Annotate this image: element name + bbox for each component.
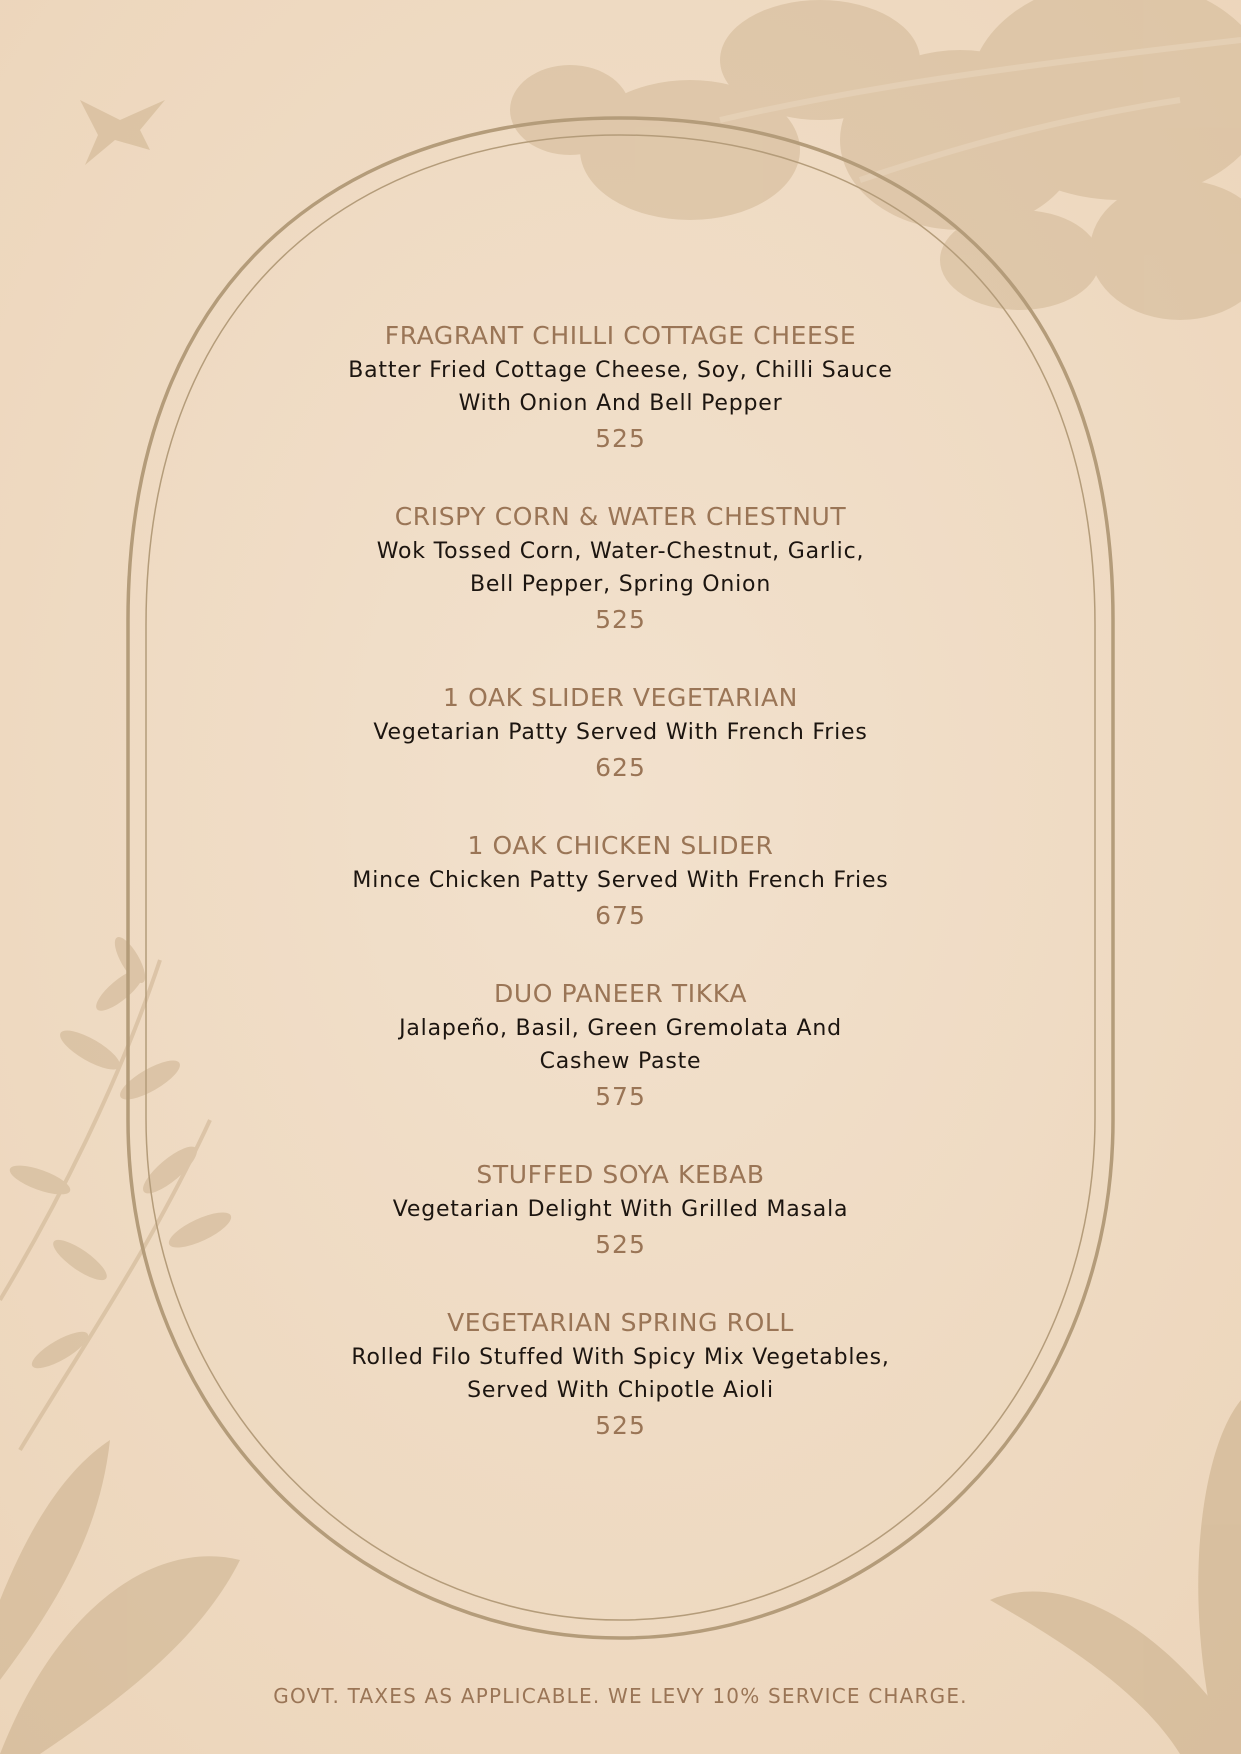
menu-item-name: CRISPY CORN & WATER CHESTNUT [394,502,847,531]
menu-item-name: 1 OAK SLIDER VEGETARIAN [443,683,798,712]
menu-item [0,828,1241,935]
menu-item-description: Vegetarian Patty Served With French Fries [373,720,868,745]
menu-item [0,1157,1241,1264]
menu-item-description: Batter Fried Cottage Cheese, Soy, Chilli Sauce With Onion And Bell Pepper [348,358,893,416]
menu-item-price: 525 [595,1411,646,1440]
menu-item-name: DUO PANEER TIKKA [493,979,748,1008]
menu-item-list [0,318,1241,1445]
menu-item-description: Rolled Filo Stuffed With Spicy Mix Vegetables, Served With Chipotle Aioli [351,1345,890,1403]
menu-item [0,499,1241,639]
menu-item-description: Wok Tossed Corn, Water-Chestnut, Garlic, Bell Pepper, Spring Onion [376,539,865,597]
menu-item-name: 1 OAK CHICKEN SLIDER [467,831,774,860]
menu-item-price: 525 [595,424,646,453]
menu-item-price: 675 [595,901,646,930]
service-charge-note: GOVT. TAXES AS APPLICABLE. WE LEVY 10% SERVICE CHARGE. [273,1684,968,1708]
menu-item [0,976,1241,1116]
menu-item [0,1305,1241,1445]
menu-item-name: VEGETARIAN SPRING ROLL [447,1308,794,1337]
menu-item-description: Vegetarian Delight With Grilled Masala [392,1197,849,1222]
menu-item-price: 575 [595,1082,646,1111]
menu-item-price: 625 [595,753,646,782]
menu-item [0,318,1241,458]
menu-item-name: FRAGRANT CHILLI COTTAGE CHEESE [384,321,857,350]
menu-item-price: 525 [595,1230,646,1259]
menu-item-description: Jalapeño, Basil, Green Gremolata And Cashew Paste [399,1016,842,1074]
menu-item-name: STUFFED SOYA KEBAB [476,1160,765,1189]
menu-item-description: Mince Chicken Patty Served With French Fries [352,868,889,893]
menu-item-price: 525 [595,605,646,634]
menu-item [0,680,1241,787]
